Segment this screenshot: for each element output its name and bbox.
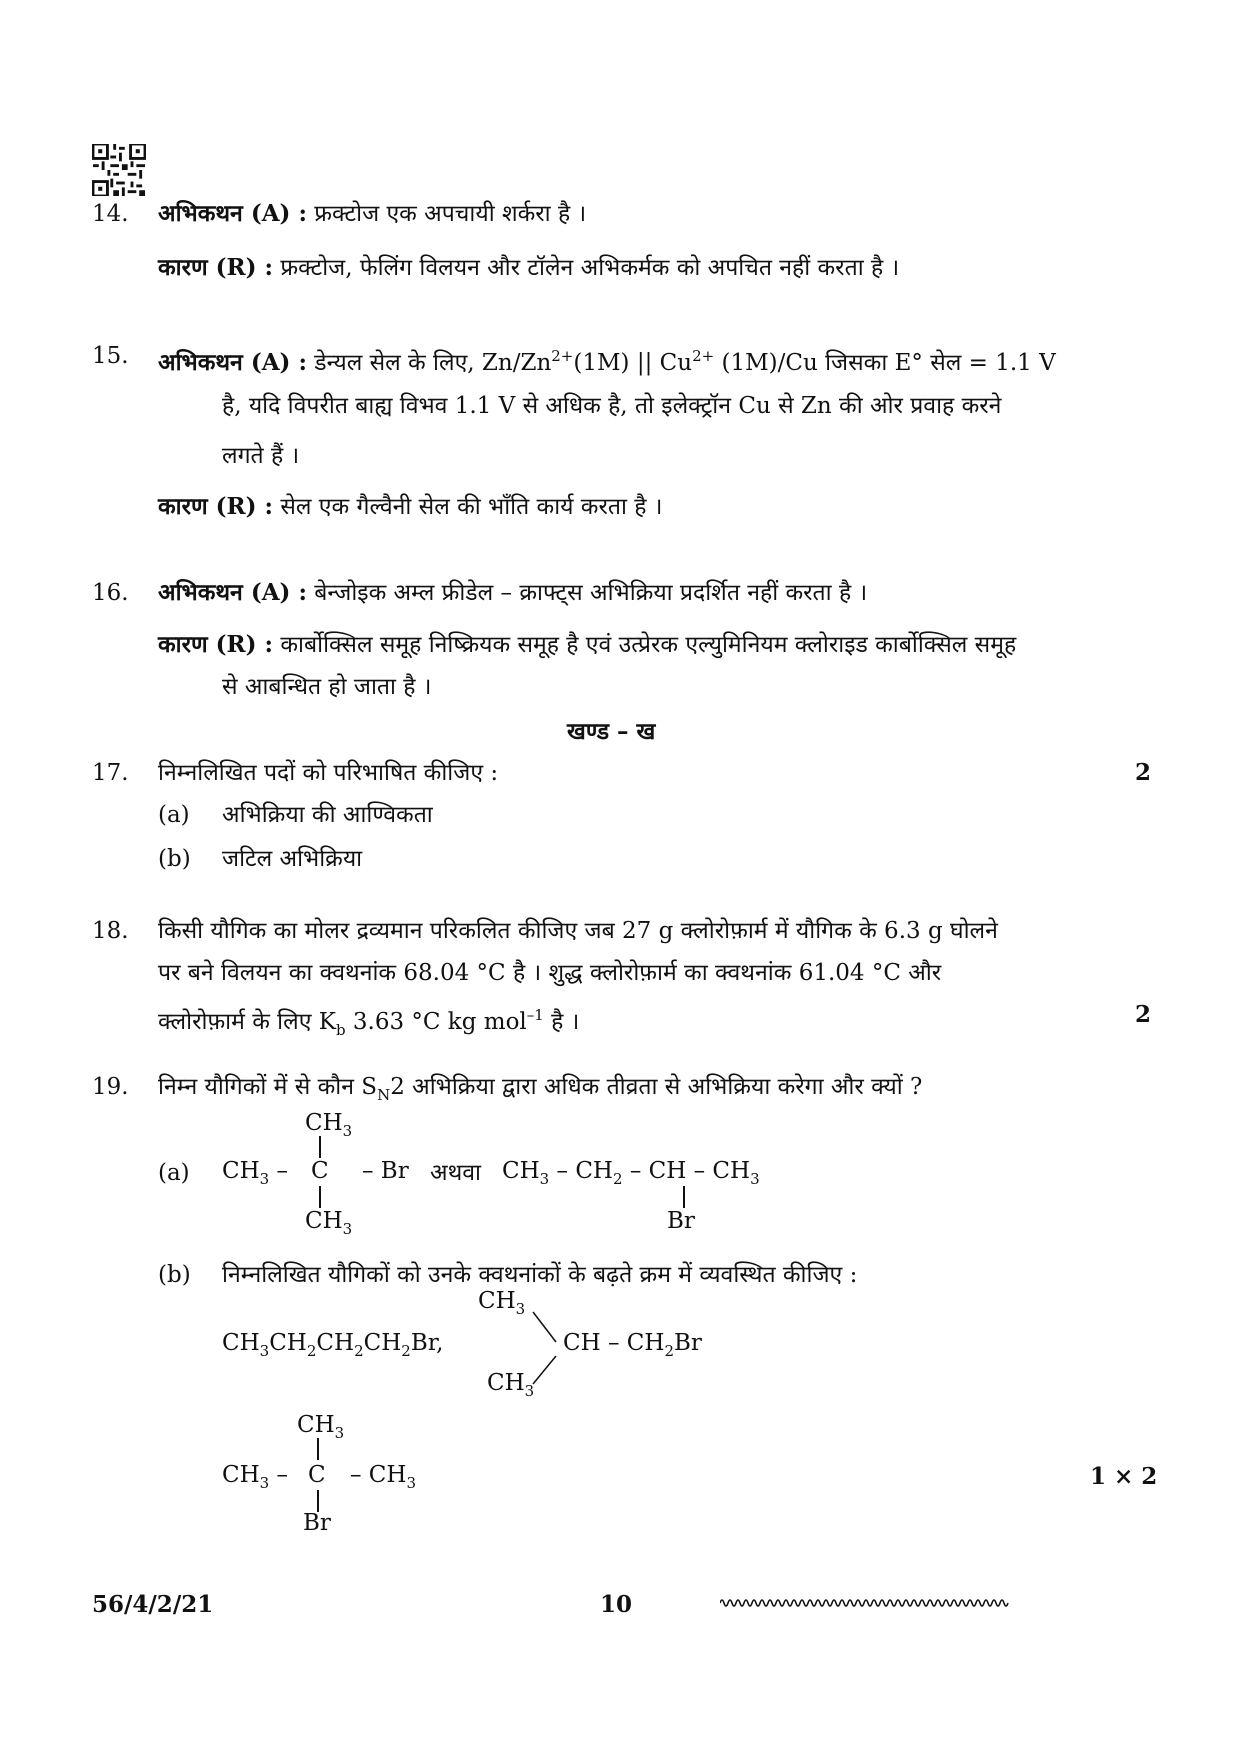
- q19-number: 19.: [92, 1074, 129, 1100]
- paper-code: 56/4/2/21: [92, 1591, 214, 1618]
- q15-assertion-text-end: (1M)/Cu जिसका E° सेल = 1.1 V: [714, 350, 1056, 376]
- q19-text: [158, 1072, 922, 1110]
- q14-assertion-text: फ्रक्टोज एक अपचायी शर्करा है ।: [314, 201, 587, 227]
- subscript: b: [335, 1021, 346, 1039]
- q19-text-post: 2 अभिक्रिया द्वारा अधिक तीव्रता से अभिक्रिया करेगा और क्यों ?: [390, 1074, 923, 1100]
- q14-reason: [158, 253, 899, 283]
- q18-line3-unit: 3.63 °C kg mol: [345, 1009, 527, 1035]
- q15-assertion-text-mid: (1M) || Cu: [573, 350, 693, 376]
- q16-assertion-text: बेन्जोइक अम्ल फ्रीडेल – क्राफ्ट्स अभिक्रिया प्रदर्शित नहीं करता है ।: [314, 580, 868, 606]
- q14-reason-label: कारण (R) :: [158, 254, 274, 281]
- q17-number: 17.: [92, 760, 129, 786]
- q17-b-text: जटिल अभिक्रिया: [222, 846, 363, 872]
- q18-line3: [158, 1000, 579, 1045]
- q15-reason-text: सेल एक गैल्वैनी सेल की भाँति कार्य करता है ।: [280, 494, 663, 520]
- q16-reason-label: कारण (R) :: [158, 631, 274, 658]
- q15-assertion-label: अभिकथन (A) :: [158, 349, 307, 376]
- q16-assertion: [158, 578, 867, 608]
- q18-marks: 2: [1135, 1001, 1152, 1028]
- q16-number: 16.: [92, 580, 129, 606]
- q18-line1: किसी यौगिक का मोलर द्रव्यमान परिकलित कीजिए जब 27 g क्लोरोफ़ार्म में यौगिक के 6.3 g घोलने: [158, 918, 998, 944]
- q15-reason: [158, 492, 663, 522]
- q16-reason: [158, 630, 1016, 660]
- q16-reason-line2: से आबन्धित हो जाता है ।: [222, 674, 432, 700]
- q15-number: 15.: [92, 343, 129, 369]
- q19-or-word: अथवा: [430, 1160, 482, 1186]
- q15-assertion: [158, 341, 1056, 378]
- q19-a-label: (a): [158, 1160, 190, 1186]
- qr-code-icon: [92, 144, 146, 196]
- q17-a-label: (a): [158, 802, 190, 828]
- q14-assertion-label: अभिकथन (A) :: [158, 200, 307, 227]
- q17-a-text: अभिक्रिया की आण्विकता: [222, 802, 433, 828]
- q16-reason-text: कार्बोक्सिल समूह निष्क्रियक समूह है एवं उत्प्रेरक एल्युमिनियम क्लोराइड कार्बोक्सिल समूह: [280, 632, 1017, 658]
- q18-number: 18.: [92, 918, 129, 944]
- q14-number: 14.: [92, 201, 129, 227]
- q19-b-label: (b): [158, 1262, 191, 1288]
- q17-text: निम्नलिखित पदों को परिभाषित कीजिए :: [158, 760, 499, 786]
- q18-line3-end: है ।: [543, 1009, 580, 1035]
- q15-reason-label: कारण (R) :: [158, 493, 274, 520]
- superscript: 2+: [692, 347, 715, 365]
- q15-assertion-text: डेन्यल सेल के लिए, Zn/Zn: [314, 350, 552, 376]
- q16-assertion-label: अभिकथन (A) :: [158, 579, 307, 606]
- page-number: 10: [600, 1591, 633, 1618]
- q14-reason-text: फ्रक्टोज, फेलिंग विलयन और टॉलेन अभिकर्मक को अपचित नहीं करता है ।: [280, 255, 900, 281]
- q18-line2: पर बने विलयन का क्वथनांक 68.04 °C है । शुद्ध क्लोरोफ़ार्म का क्वथनांक 61.04 °C और: [158, 960, 942, 986]
- q19-b-text: निम्नलिखित यौगिकों को उनके क्वथनांकों के बढ़ते क्रम में व्यवस्थित कीजिए :: [222, 1262, 858, 1288]
- q18-line3-text: क्लोरोफ़ार्म के लिए K: [158, 1009, 336, 1035]
- superscript: 2+: [551, 347, 574, 365]
- q19-text-pre: निम्न यौगिकों में से कौन S: [158, 1074, 378, 1100]
- wavy-line-icon: [720, 1596, 1010, 1610]
- q15-assertion-line3: लगते हैं ।: [222, 443, 300, 469]
- q19-marks: 1 × 2: [1090, 1463, 1158, 1490]
- q15-assertion-line2: है, यदि विपरीत बाह्य विभव 1.1 V से अधिक है, तो इलेक्ट्रॉन Cu से Zn की ओर प्रवाह करने: [222, 393, 1002, 419]
- subscript: N: [377, 1086, 391, 1104]
- superscript: –1: [526, 1006, 544, 1024]
- q17-b-label: (b): [158, 846, 191, 872]
- section-heading: खण्ड – ख: [567, 718, 656, 745]
- q14-assertion: [158, 199, 586, 229]
- q17-marks: 2: [1135, 759, 1152, 786]
